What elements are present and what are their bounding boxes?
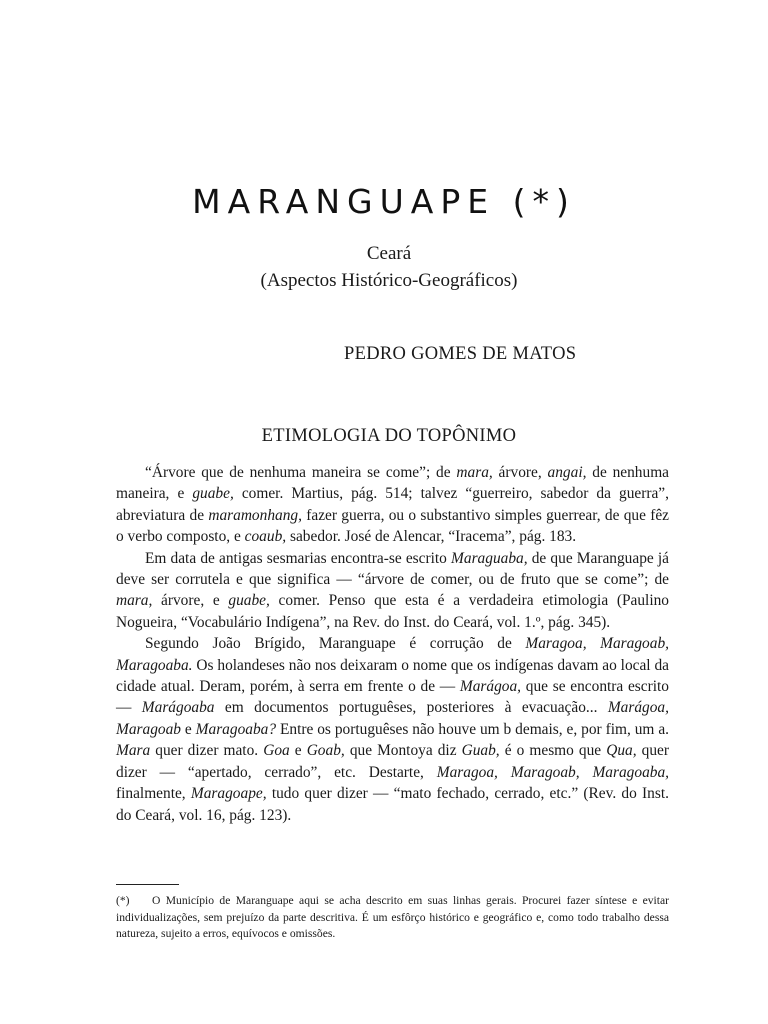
text-run: tudo quer dizer — “mato fechado, cerrado, etc.” (Rev. do Inst. do Ceará, vol. 16, pág. 123). [116, 785, 669, 824]
footnote-mark: (*) [116, 894, 130, 907]
author-name: PEDRO GOMES DE MATOS [344, 344, 577, 364]
text-run: Entre os portuguêses não houve um b demais, e, por fim, um a. [276, 720, 669, 738]
text-run: “Árvore que de nenhuma maneira se come”; de [145, 464, 457, 481]
text-run: é o mesmo que [499, 742, 607, 760]
italic-term: Qua, [606, 742, 637, 760]
italic-term: Maragoape, [190, 785, 267, 803]
text-run: que se encontra escrito — [116, 678, 670, 717]
italic-term: mara, [456, 464, 493, 481]
paragraph-1 [116, 462, 669, 548]
text-run: comer. Penso que esta é a verdadeira etimologia (Paulino Nogueira, “Vocabulário Indígena”, na Rev. do Inst. do Ceará, vol. 1.º, pág. 345). [116, 592, 669, 631]
text-run: em documentos portuguêses, posteriores à evacuação... [214, 699, 608, 717]
italic-term: Mara [116, 742, 151, 760]
italic-term: Goa [263, 742, 290, 760]
italic-term: Marágoa, Maragoab [116, 699, 669, 738]
text-run: e [180, 720, 196, 738]
text-run: de nenhuma maneira, e [116, 464, 669, 503]
subtitle-state: Ceará [366, 243, 412, 264]
text-run: que Montoya diz [344, 742, 462, 760]
page-title: MARANGUAPE (*) [192, 182, 576, 221]
text-run: Segundo João Brígido, Maranguape é corrução de [145, 635, 526, 653]
text-run: Em data de antigas sesmarias encontra-se escrito [145, 549, 452, 567]
text-run: árvore, [492, 464, 548, 481]
italic-term: Maragoa, Maragoab, Maragoaba. [116, 635, 669, 674]
text-run: quer dizer mato. [150, 742, 264, 760]
text-run: comer. Martius, pág. 514; talvez “guerreiro, sabedor da guerra”, abreviatura de [116, 485, 669, 524]
text-run: sabedor. José de Alencar, “Iracema”, pág. 183. [286, 528, 577, 546]
text-run: quer dizer — “apertado, cerrado”, etc. Destarte, [116, 742, 669, 781]
italic-term: Marágoa, [459, 678, 522, 696]
text-run: de que Maranguape já deve ser corrutela e que significa — “árvore de comer, ou de fruto que se come”; de [116, 549, 669, 589]
footnote [116, 893, 669, 943]
italic-term: angai, [547, 464, 587, 481]
italic-term: guabe, [192, 485, 234, 503]
body-text [116, 462, 669, 826]
text-run: finalmente, [116, 785, 191, 803]
text-run: fazer guerra, ou o substantivo simples guerrear, de que fêz o verbo composto, e [116, 506, 669, 546]
italic-term: Maraguaba, [451, 549, 528, 567]
italic-term: Guab, [461, 742, 500, 760]
footnote-text: O Município de Maranguape aqui se acha descrito em suas linhas gerais. Procurei fazer síntese e evitar individualizações, sem prejuízo da parte descritiva. É um esfôrço histórico e geográfico e, como todo trabalho dessa natureza, sujeito a erros, equívocos e omissões. [116, 894, 669, 941]
paragraph-3 [116, 633, 669, 826]
italic-term: guabe, [228, 592, 270, 610]
text-run: Os holandeses não nos deixaram o nome que os indígenas davam ao local da cidade atual. Deram, porém, à serra em frente o de — [116, 656, 669, 696]
section-heading: ETIMOLOGIA DO TOPÔNIMO [261, 426, 517, 446]
text-run: e [289, 742, 307, 760]
italic-term: maramonhang, [208, 506, 302, 524]
italic-term: coaub, [244, 528, 287, 546]
subtitle-aspects: (Aspectos Histórico-Geográficos) [260, 270, 518, 291]
italic-term: Goab, [306, 742, 345, 760]
paragraph-2 [116, 548, 669, 634]
italic-term: Maragoaba? [195, 720, 277, 738]
italic-term: Marágoaba [141, 699, 215, 717]
text-run: árvore, e [152, 592, 229, 610]
footnote-rule [116, 884, 179, 885]
italic-term: mara, [116, 592, 153, 610]
italic-term: Maragoa, Maragoab, Maragoaba, [436, 763, 669, 781]
